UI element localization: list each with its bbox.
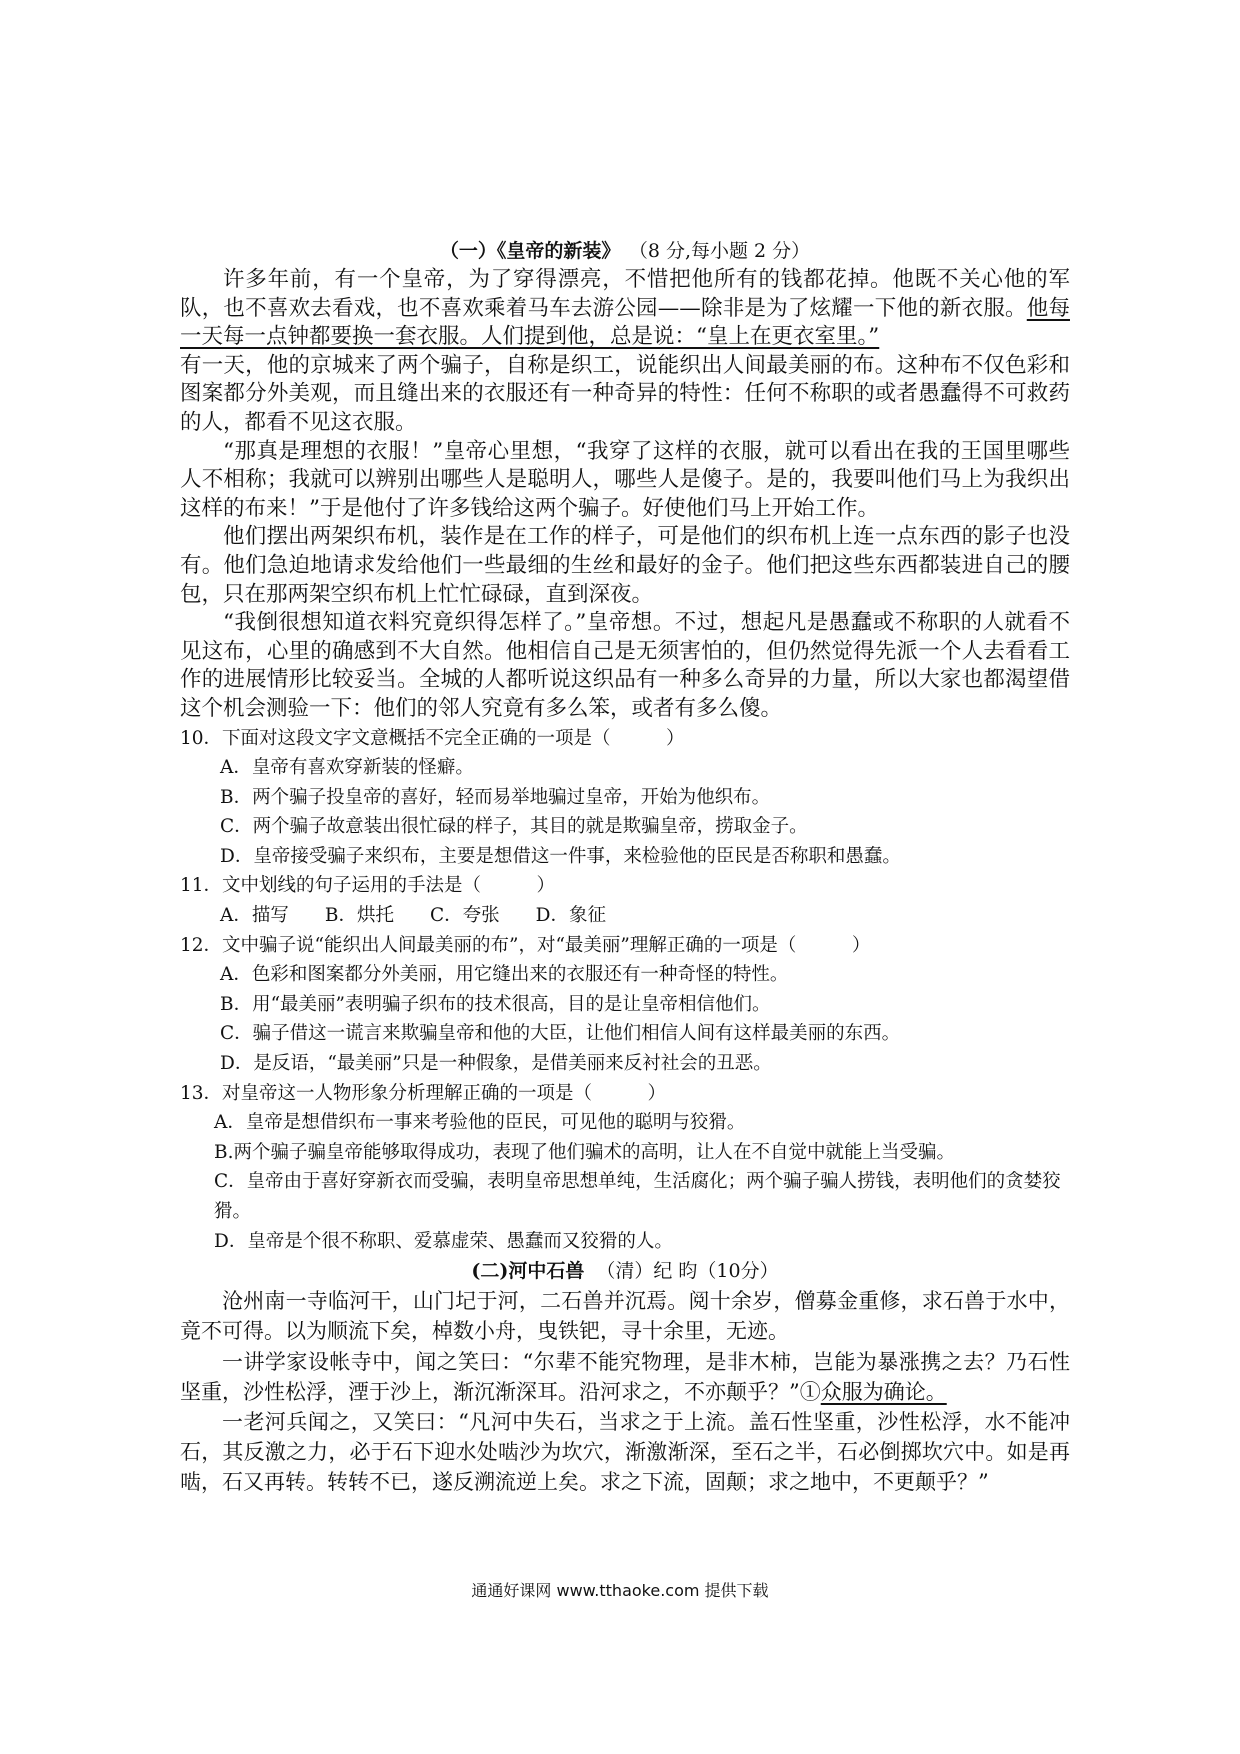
question-10: 10．下面对这段文字文意概括不完全正确的一项是（ ）	[180, 727, 685, 749]
question-11-option-b: B．烘托	[324, 905, 394, 927]
classical-paragraph-1: 沧州南一寺临河干，山门圮于河，二石兽并沉焉。阅十余岁，僧募金重修，求石兽于水中， 竟不可得。以为顺流下矣，棹数小舟，曳铁钯，寻十余里，无迹。	[180, 1289, 1070, 1344]
question-11-options	[180, 901, 1070, 931]
question-13-option-b: B.两个骗子骗皇帝能够取得成功，表现了他们骗术的高明，让人在不自觉中就能上当受骗。	[214, 1141, 955, 1163]
question-10-option-d: D．皇帝接受骗子来织布，主要是想借这一件事，来检验他的臣民是否称职和愚蠢。	[220, 845, 901, 867]
section-2-title: (二)河中石兽	[471, 1260, 585, 1283]
passage-paragraph-1	[180, 266, 1070, 352]
question-12-option-b: B．用“最美丽”表明骗子织布的技术很高，目的是让皇帝相信他们。	[220, 993, 771, 1015]
passage-paragraph-5: “我倒很想知道衣料究竟织得怎样了。”皇帝想。不过，想起凡是愚蠢或不称职的人就看不见这布，心里的确感到不大自然。他相信自己是无须害怕的，但仍然觉得先派一个人去看看工作的进展情形比较妥当。全城的人都听说这织品有一种多么奇异的力量，所以大家也都渴望借这个机会测验一下：他们的邻人究竟有多么笨，或者有多么傻。	[180, 610, 1070, 721]
passage-paragraph-4: 他们摆出两架织布机，装作是在工作的样子，可是他们的织布机上连一点东西的影子也没有。他们急迫地请求发给他们一些最细的生丝和最好的金子。他们把这些东西都装进自己的腰包，只在那两架空织布机上忙忙碌碌，直到深夜。	[180, 524, 1070, 607]
question-12-option-a: A．色彩和图案都分外美丽，用它缝出来的衣服还有一种奇怪的特性。	[220, 964, 789, 986]
exam-page	[180, 236, 1070, 1498]
passage-paragraph-2: 有一天，他的京城来了两个骗子，自称是织工，说能织出人间最美丽的布。这种布不仅色彩和图案都分外美观，而且缝出来的衣服还有一种奇异的特性：任何不称职的或者愚蠢得不可救药的人，都看不见这衣服。	[180, 352, 1070, 435]
question-12-option-d: D．是反语，“最美丽”只是一种假象，是借美丽来反衬社会的丑恶。	[220, 1053, 772, 1075]
question-13: 13．对皇帝这一人物形象分析理解正确的一项是（ ）	[180, 1082, 667, 1104]
section-1-score-note: （8 分,每小题 2 分）	[638, 240, 811, 262]
question-12-option-c: C．骗子借这一谎言来欺骗皇帝和他的大臣，让他们相信人间有这样最美丽的东西。	[220, 1023, 901, 1045]
passage-paragraph-3: “那真是理想的衣服！”皇帝心里想，“我穿了这样的衣服，就可以看出在我的王国里哪些人不相称；我就可以辨别出哪些人是聪明人，哪些人是傻子。是的，我要叫他们马上为我织出这样的布来！”于是他付了许多钱给这两个骗子。好使他们马上开始工作。	[180, 438, 1070, 521]
section-1-heading	[180, 236, 1070, 266]
question-13-option-a: A．皇帝是想借织布一事来考验他的臣民，可见他的聪明与狡猾。	[214, 1112, 746, 1134]
question-13-option-d: D．皇帝是个很不称职、爱慕虚荣、愚蠢而又狡猾的人。	[214, 1230, 673, 1252]
section-2-author-note: （清）纪 昀（10分）	[596, 1260, 779, 1283]
question-11-option-c: C．夸张	[429, 905, 500, 927]
underlined-sentence: 他每一天每一点钟都要换一套衣服。人们提到他，总是说：“皇上在更衣室里。”	[180, 295, 1070, 350]
question-13-option-c: C．皇帝由于喜好穿新衣而受骗，表明皇帝思想单纯，生活腐化；两个骗子骗人捞钱，表明他们的贪婪狡猾。	[214, 1171, 1061, 1222]
classical-paragraph-3: 一老河兵闻之，又笑曰：“凡河中失石，当求之于上流。盖石性坚重，沙性松浮，水不能冲石，其反激之力，必于石下迎水处啮沙为坎穴，渐激渐深，至石之半，石必倒掷坎穴中。如是再啮，石又再转。转转不已，遂反溯流逆上矣。求之下流，固颠；求之地中，不更颠乎？”	[180, 1410, 1070, 1495]
underlined-sentence-1: 众服为确论。	[820, 1379, 947, 1404]
classical-paragraph-2	[180, 1347, 1070, 1407]
question-11-option-d: D．象征	[535, 905, 606, 927]
section-1-title: （一）《皇帝的新装》	[439, 240, 621, 262]
paragraph-1-text: 许多年前，有一个皇帝，为了穿得漂亮，不惜把他所有的钱都花掉。他既不关心他的军队，也不喜欢去看戏，也不喜欢乘着马车去游公园——除非是为了炫耀一下他的新衣服。	[180, 267, 1070, 321]
question-10-option-b: B．两个骗子投皇帝的喜好，轻而易举地骗过皇帝，开始为他织布。	[220, 786, 771, 808]
section-2-heading	[180, 1256, 1070, 1286]
question-11: 11．文中划线的句子运用的手法是（ ）	[180, 875, 556, 897]
question-11-option-a: A．描写	[220, 905, 289, 927]
question-10-option-c: C．两个骗子故意装出很忙碌的样子，其目的就是欺骗皇帝，捞取金子。	[220, 816, 808, 838]
classical-paragraph-2-text: 一讲学家设帐寺中，闻之笑曰：“尔辈不能究物理，是非木柿，岂能为暴涨携之去？乃石性坚重，沙性松浮，湮于沙上，渐沉渐深耳。沿河求之，不亦颠乎？”①	[180, 1349, 1070, 1404]
question-12: 12．文中骗子说“能织出人间最美丽的布”，对“最美丽”理解正确的一项是（ ）	[180, 934, 871, 956]
footer-source: 通通好课网 www.tthaoke.com 提供下载	[471, 1581, 769, 1600]
question-10-option-a: A．皇帝有喜欢穿新装的怪癖。	[220, 757, 474, 779]
